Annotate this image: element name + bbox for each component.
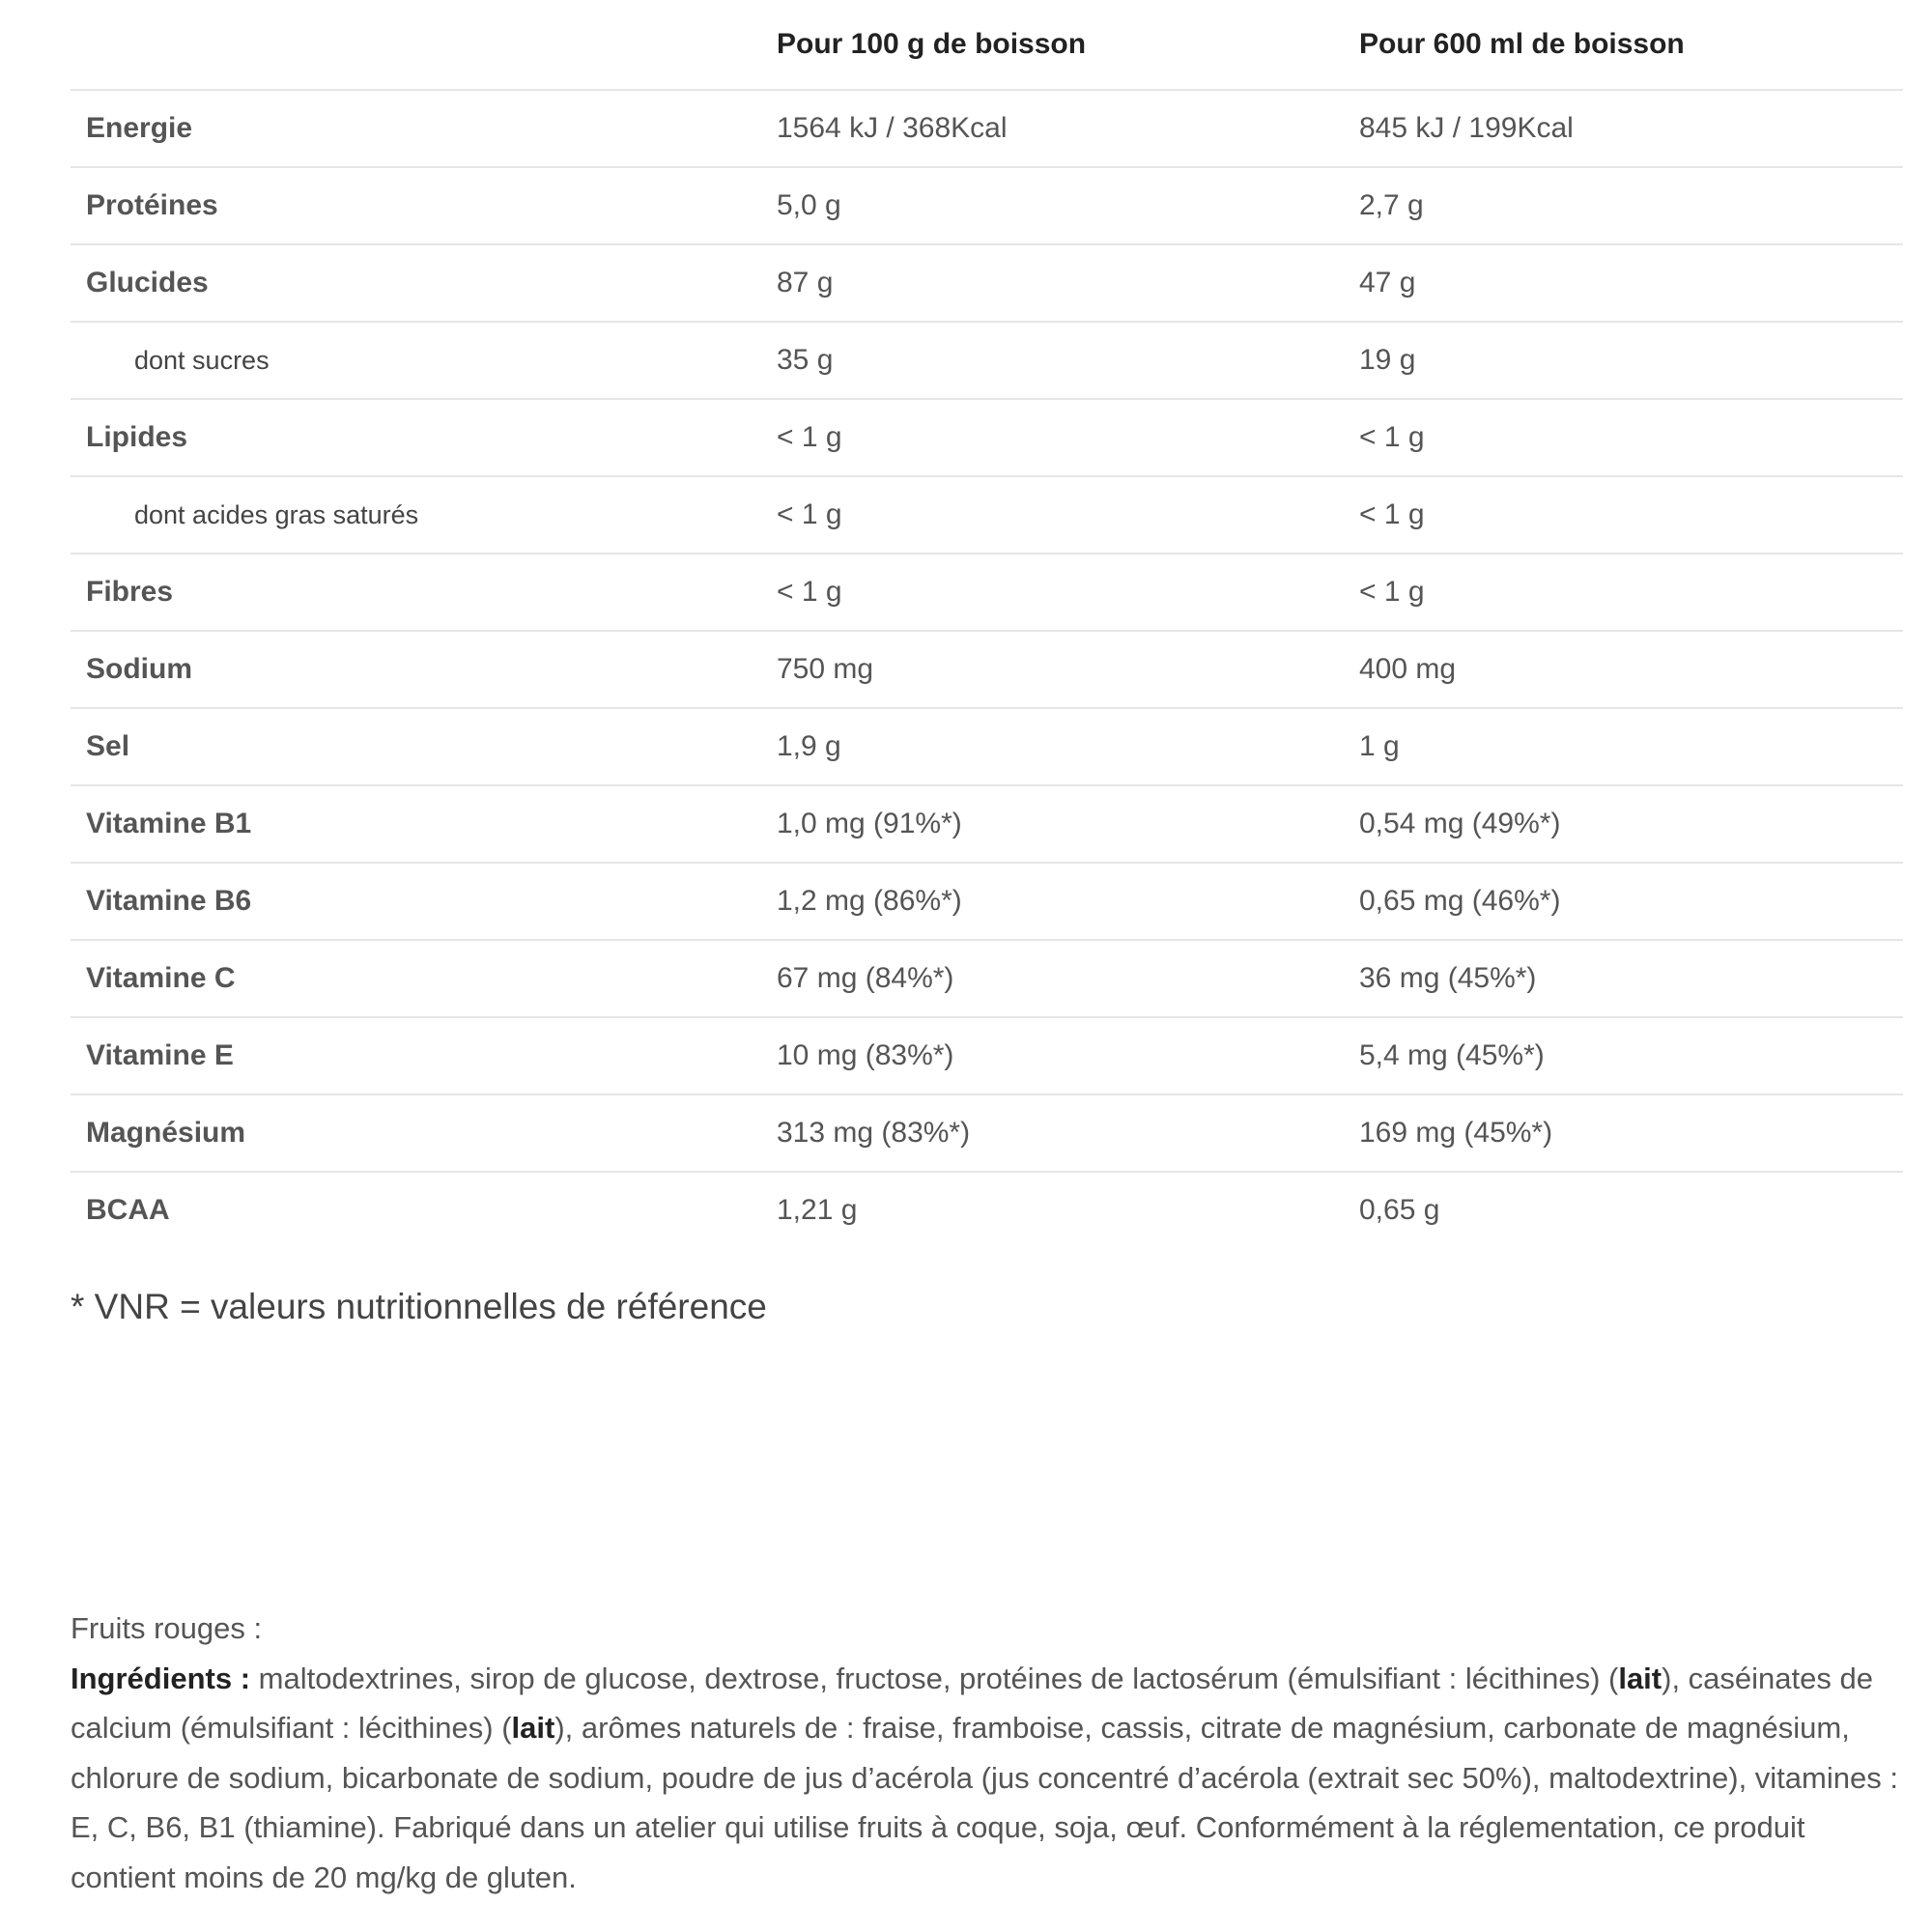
table-row xyxy=(71,244,1903,322)
value-per-100g: 87 g xyxy=(777,244,1359,322)
table-row xyxy=(71,399,1903,476)
table-row xyxy=(71,708,1903,785)
nutrient-label: Magnésium xyxy=(71,1094,777,1172)
table-header-row xyxy=(71,0,1903,90)
value-per-600ml: < 1 g xyxy=(1359,399,1903,476)
header-per-100g: Pour 100 g de boisson xyxy=(777,0,1359,90)
nutrition-page xyxy=(71,0,1903,1248)
ingredients-text xyxy=(71,1662,1898,1894)
ingredient-segment: maltodextrines, sirop de glucose, dextrose, fructose, protéines de lactosérum (émulsifiant : lécithines) ( xyxy=(250,1661,1619,1695)
table-row xyxy=(71,167,1903,244)
table-row xyxy=(71,785,1903,863)
nutrient-label: Protéines xyxy=(71,167,777,244)
ingredients-label: Ingrédients : xyxy=(71,1661,251,1695)
value-per-600ml: 845 kJ / 199Kcal xyxy=(1359,90,1903,167)
value-per-600ml: 36 mg (45%*) xyxy=(1359,940,1903,1017)
header-per-600ml: Pour 600 ml de boisson xyxy=(1359,0,1903,90)
value-per-100g: 10 mg (83%*) xyxy=(777,1017,1359,1094)
nutrient-label: Vitamine E xyxy=(71,1017,777,1094)
value-per-100g: 313 mg (83%*) xyxy=(777,1094,1359,1172)
nutrition-table xyxy=(71,0,1903,1248)
table-row xyxy=(71,322,1903,399)
table-row xyxy=(71,863,1903,940)
allergen-text: lait xyxy=(1618,1661,1662,1695)
value-per-100g: < 1 g xyxy=(777,554,1359,631)
value-per-100g: 1564 kJ / 368Kcal xyxy=(777,90,1359,167)
value-per-100g: 1,2 mg (86%*) xyxy=(777,863,1359,940)
value-per-100g: < 1 g xyxy=(777,399,1359,476)
table-row xyxy=(71,554,1903,631)
table-row xyxy=(71,1017,1903,1094)
value-per-600ml: 2,7 g xyxy=(1359,167,1903,244)
value-per-600ml: < 1 g xyxy=(1359,476,1903,554)
value-per-100g: < 1 g xyxy=(777,476,1359,554)
nutrition-table-body xyxy=(71,90,1903,1248)
table-row xyxy=(71,476,1903,554)
value-per-600ml: 0,54 mg (49%*) xyxy=(1359,785,1903,863)
value-per-600ml: 0,65 mg (46%*) xyxy=(1359,863,1903,940)
nutrient-label: Sodium xyxy=(71,631,777,708)
nutrient-label: Vitamine B6 xyxy=(71,863,777,940)
table-row xyxy=(71,940,1903,1017)
nutrient-label: Fibres xyxy=(71,554,777,631)
ingredient-segment: ), arômes naturels de : fraise, framboise, cassis, citrate de magnésium, carbonate de magnésium, chlorure de sodium, bicarbonate de sodium, poudre de jus d’acérola (jus concentré d’acérola (extrait sec 50%), maltodextrine), vitamines : E, C, B6, B1 (thiamine). Fabriqué dans un atelier qui utilise fruits à coque, soja, œuf. Conformément à la réglementation, ce produit contient moins de 20 mg/kg de gluten. xyxy=(71,1711,1898,1894)
value-per-100g: 1,9 g xyxy=(777,708,1359,785)
table-row xyxy=(71,90,1903,167)
value-per-100g: 35 g xyxy=(777,322,1359,399)
value-per-600ml: 47 g xyxy=(1359,244,1903,322)
nutrient-label: BCAA xyxy=(86,1194,170,1226)
vnr-footnote: * VNR = valeurs nutritionnelles de référence xyxy=(71,1287,767,1326)
value-per-600ml: 19 g xyxy=(1359,322,1903,399)
header-empty xyxy=(71,0,777,90)
value-per-100g: 1,0 mg (91%*) xyxy=(777,785,1359,863)
nutrient-label: Energie xyxy=(71,90,777,167)
table-row xyxy=(71,1172,1903,1248)
value-per-100g: 67 mg (84%*) xyxy=(777,940,1359,1017)
value-per-600ml: 5,4 mg (45%*) xyxy=(1359,1017,1903,1094)
value-per-100g: 1,21 g xyxy=(777,1194,858,1226)
nutrient-label: Vitamine C xyxy=(71,940,777,1017)
nutrient-label: Sel xyxy=(71,708,777,785)
ingredient-segment: ), caséinates de calcium (émulsifiant : lécithines) ( xyxy=(71,1661,1873,1745)
allergen-text: lait xyxy=(511,1711,555,1745)
value-per-100g: 750 mg xyxy=(777,631,1359,708)
nutrient-label: Glucides xyxy=(71,244,777,322)
table-row xyxy=(71,631,1903,708)
value-per-600ml: 1 g xyxy=(1359,708,1903,785)
nutrient-label: Vitamine B1 xyxy=(71,785,777,863)
nutrient-label: dont sucres xyxy=(71,322,777,399)
table-row xyxy=(71,1094,1903,1172)
nutrient-label: Lipides xyxy=(71,399,777,476)
value-per-600ml: 0,65 g xyxy=(1359,1194,1440,1226)
value-per-100g: 5,0 g xyxy=(777,167,1359,244)
value-per-600ml: 169 mg (45%*) xyxy=(1359,1094,1903,1172)
ingredients-section xyxy=(71,1604,1906,1902)
nutrient-label: dont acides gras saturés xyxy=(71,476,777,554)
value-per-600ml: 400 mg xyxy=(1359,631,1903,708)
flavor-title: Fruits rouges : xyxy=(71,1611,263,1645)
value-per-600ml: < 1 g xyxy=(1359,554,1903,631)
